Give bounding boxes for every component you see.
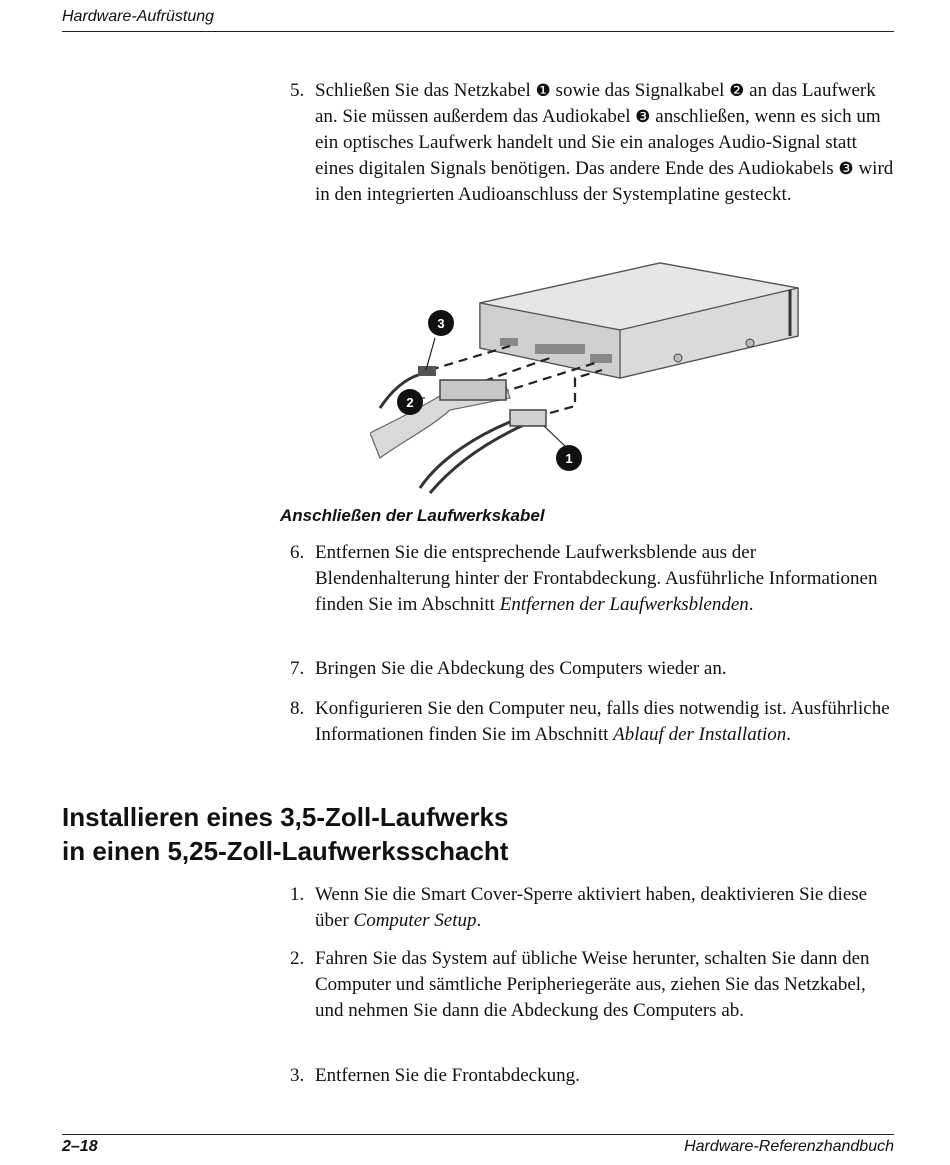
optical-drive [480,263,798,378]
callout-2 [397,389,423,415]
step-3 [290,1063,895,1089]
page-number: 2–18 [62,1138,98,1155]
step-text: Entfernen Sie die Frontabdeckung. [315,1065,580,1086]
running-header: Hardware-Aufrüstung [62,8,215,25]
step-number: 8. [290,698,305,719]
svg-text:2: 2 [406,395,414,410]
drive-cable-illustration [370,258,800,498]
callout-1-icon: ❶ [535,81,551,101]
section-heading: Installieren eines 3,5-Zoll-Laufwerks in einen 5,25-Zoll-Laufwerksschacht [62,802,509,866]
figure-caption: Anschließen der Laufwerkskabel [280,506,545,525]
footer-rule [62,1134,894,1135]
step-1 [290,882,895,934]
step-6 [290,540,895,618]
callout-2-icon: ❷ [729,81,745,101]
step-number: 2. [290,948,305,969]
step-5 [290,78,895,208]
step-text: Fahren Sie das System auf übliche Weise herunter, schalten Sie dann den Computer und sämtliche Peripheriegeräte aus, ziehen Sie das Netzkabel, und nehmen Sie dann die Abdeckung des Computers ab. [315,948,870,1021]
step-8 [290,696,895,748]
step-number: 1. [290,884,305,905]
step-number: 3. [290,1065,305,1086]
step-number: 5. [290,80,305,101]
callout-3 [428,310,454,336]
step-text: Entfernen Sie die entsprechende Laufwerksblende aus der Blendenhalterung hinter der Frontabdeckung. Ausführliche Informationen finden Sie im Abschnitt Entfernen der Laufwerksblenden. [315,542,878,615]
step-text: Schließen Sie das Netzkabel ❶ sowie das Signalkabel ❷ an das Laufwerk an. Sie müssen außerdem das Audiokabel ❸ anschließen, wenn es sich um ein optisches Laufwerk handelt und Sie ein analoges Audio-Signal statt eines digitalen Signals benötigen. Das andere Ende des Audiokabels ❸ wird in den integrierten Audioanschluss der Systemplatine gesteckt. [315,80,894,205]
callout-1 [556,445,582,471]
cables [370,338,565,493]
callout-3-icon: ❸ [635,107,651,127]
callout-3-icon: ❸ [838,159,854,179]
footer-title: Hardware-Referenzhandbuch [684,1138,894,1155]
svg-text:3: 3 [437,316,445,331]
header-rule [62,31,894,32]
step-text: Konfigurieren Sie den Computer neu, falls dies notwendig ist. Ausführliche Informationen finden Sie im Abschnitt Ablauf der Installation. [315,698,890,745]
step-text: Bringen Sie die Abdeckung des Computers wieder an. [315,658,727,679]
step-2 [290,946,895,1024]
step-7 [290,656,895,682]
svg-text:1: 1 [565,451,573,466]
step-text: Wenn Sie die Smart Cover-Sperre aktiviert haben, deaktivieren Sie diese über Computer Setup. [315,884,868,931]
step-number: 6. [290,542,305,563]
step-number: 7. [290,658,305,679]
